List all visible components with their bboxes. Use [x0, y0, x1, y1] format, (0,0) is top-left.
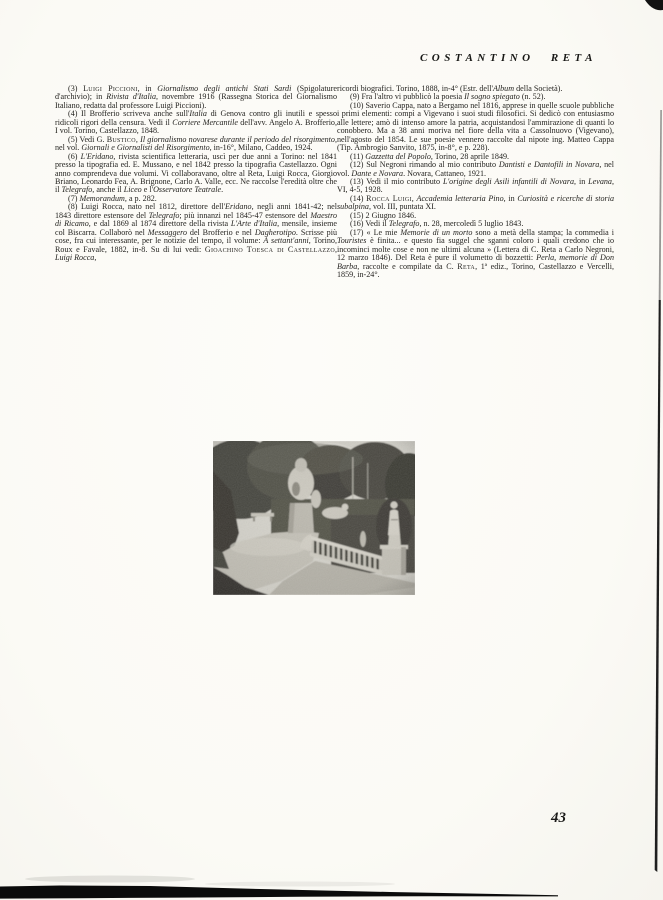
footnote: (12) Sul Negroni rimando al mio contributo Dantisti e Dantofili in Novara, nel vol. Dante e Novara. Novara, Cattaneo, 1921. [337, 160, 615, 178]
footnote: (3) Luigi Piccioni, in Giornalismo degli antichi Stati Sardi (Spigolature d'archivio); in Rivista d'Italia, novembre 1916 (Rassegna Storica del Giornalismo Italiano, redatta dal professore Luigi Piccioni). [55, 84, 338, 110]
scan-bottom-shadow [0, 886, 558, 899]
scan-corner-mark [645, 0, 663, 10]
footnote: (7) Memorandum, a p. 282. [68, 193, 157, 203]
footnote: (6) L'Eridano, rivista scientifica letteraria, uscì per due anni a Torino: nel 1841 presso la tipografia ed. E. Mussano, e nel 1842 presso la tipografia Castellazzo. Ogni anno comprendeva due volumi. Vi collaboravano, oltre al Reta, Luigi Rocca, Giorgio Briano, Leonardo Fea, A. Brignone, Carlo A. Valle, ecc. Ne raccolse l'eredità oltre che il Telegrafo, anche il Liceo e l'Osservatore Teatrale. [55, 151, 337, 195]
footnote: (14) Rocca Luigi, Accademia letteraria Pino, in Curiosità e ricerche di storia subalpina, vol. III, puntata XI. [337, 193, 615, 212]
footnote: (15) 2 Giugno 1846. [350, 210, 417, 220]
footnote: (10) Saverio Cappa, nato a Bergamo nel 1816, apprese in quelle scuole pubbliche i primi elementi: compì a Vigevano i suoi studi filosofici. Si dedicò con entusiasmo alle lettere; amò di intenso amore la patria, acquistandosi l'ammirazione di quanti lo conobbero. Ma a 38 anni moriva nel fiore della vita a Cassolnuovo (Vigevano), nell'agosto del 1854. Le sue poesie vennero raccolte dal nipote ing. Matteo Cappa (Tip. Ambrogio Sanvito, 1875, in-8°, e p. 228). [337, 100, 614, 153]
footnote: (8) Luigi Rocca, nato nel 1812, direttore dell'Eridano, negli anni 1841-42; nel 1843 direttore estensore del Telegrafo; più innanzi nel 1845-47 estensore del Maestro di Ricamo, e dal 1869 al 1874 direttore della rivista L'Arte d'Italia, mensile, insieme col Biscarra. Collaborò nel Messaggero del Brofferio e nel Dagherotipo. Scrisse più cose, fra cui interessante, per le notizie del tempo, il volume: A settant'anni, Torino, Roux e Favale, 1882, in-8. Su di lui vedi: Gioachino Toesca di Castellazzo, Luigi Rocca, [55, 202, 337, 263]
footnote: (13) Vedi il mio contributo L'origine degli Asili infantili di Novara, in Levana, VI, 4-5, 1928. [337, 176, 614, 195]
garden-photograph [213, 441, 415, 595]
garden-photo-illustration [213, 441, 415, 595]
footnote: (5) Vedi G. Bustico, Il giornalismo novarese durante il periodo del risorgimento, nel vol. Giornali e Giornalisti del Risorgimento, in-16°, Milano, Caddeo, 1924. [55, 134, 337, 153]
footnote: (11) Gazzetta del Popolo, Torino, 28 aprile 1849. [350, 151, 510, 161]
footnote: (16) Vedi il Telegrafo, n. 28, mercoledì 5 luglio 1843. [350, 219, 524, 229]
footnotes-right-column [337, 85, 614, 279]
footnote: (4) Il Brofferio scriveva anche sull'Italia di Genova contro gli inutili e spesso ridicoli rigori della censura. Vedi il Corriere Mercantile dell'avv. Angelo A. Brofferio, I vol. Torino, Castellazzo, 1848. [55, 109, 338, 136]
footnotes-left-column [55, 85, 337, 263]
footnote: (9) Fra l'altro vi pubblicò la poesia Il sogno spiegato (n. 52). [350, 92, 546, 102]
footnote: (17) « Le mie Memorie di un morto sono a metà della stampa; la commedia i Touristes è finita... e questo fia suggel che sganni coloro i quali credono che io incominci molte cose e non ne ultimi alcuna » (Lettera di C. Reta a Carlo Negroni, 12 marzo 1846). Del Reta è pure il volumetto di bozzetti: Perla, memorie di Don Barba, raccolte e compilate da C. Reta, 1ª ediz., Torino, Castellazzo e Vercelli, 1859, in-24°. [337, 227, 615, 279]
running-header-title: COSTANTINO RETA [419, 52, 597, 64]
page-number: 43 [551, 810, 566, 826]
footnote: ricordi biografici. Torino, 1888, in-4° (Estr. dell'Album della Società). [337, 84, 563, 93]
